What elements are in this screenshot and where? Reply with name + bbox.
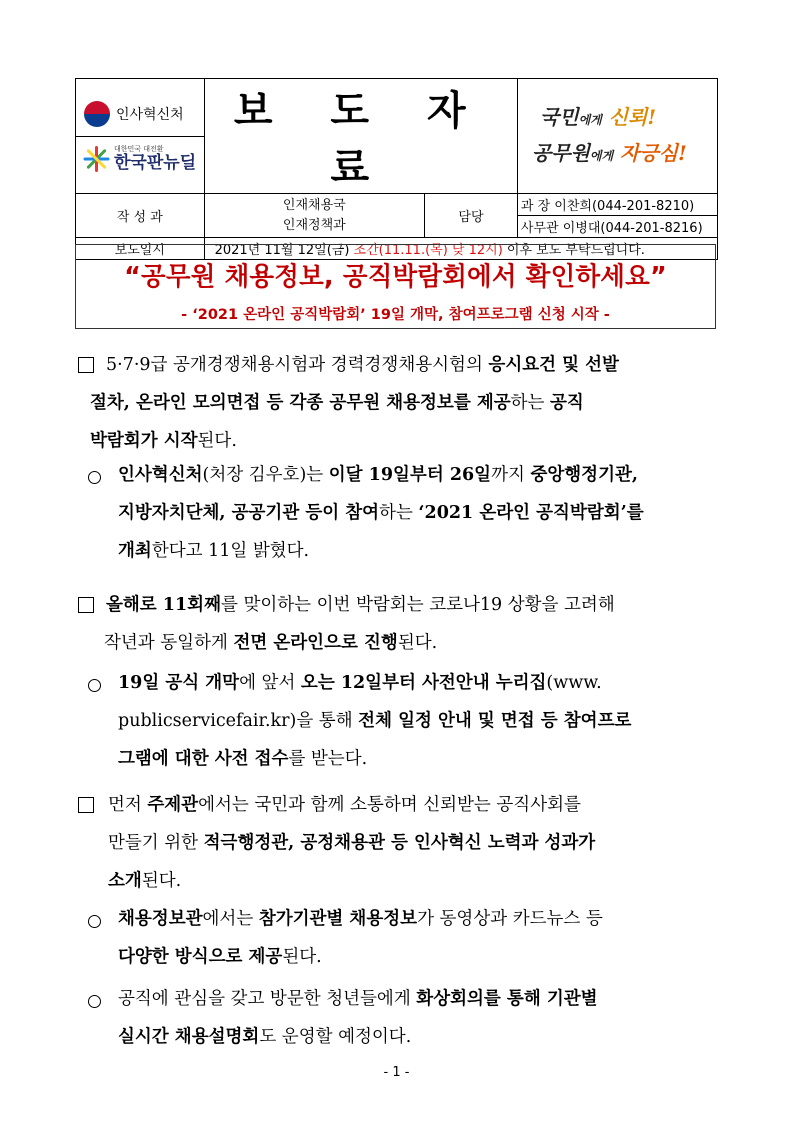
doc-type-title: 보 도 자 료	[204, 79, 517, 194]
circle-bullet-icon	[88, 904, 101, 942]
mpm-logo	[76, 91, 204, 136]
new-deal-logo	[76, 136, 204, 181]
circle-bullet-icon	[88, 668, 101, 706]
release-label: 보도일시	[76, 238, 205, 260]
org-name: 인사혁신처	[116, 106, 184, 123]
release-embargo: 조간(11.11.(목) 낮 12시)	[353, 243, 503, 258]
logo-cell	[76, 79, 205, 194]
slogan-cell	[517, 79, 717, 194]
slogan-line-2: 공무원에게 자긍심!	[531, 141, 687, 165]
headline-subtitle: - ‘2021 온라인 공직박람회’ 19일 개막, 참여프로그램 신청 시작 -	[181, 307, 610, 323]
new-deal-tagline: 대한민국 대전환	[114, 145, 164, 153]
checkbox-bullet-icon	[78, 349, 94, 387]
new-deal-title: 한국판뉴딜	[114, 153, 197, 173]
contact-1: 과 장 이찬희(044-201-8210)	[517, 194, 717, 216]
page-number: - 1 -	[383, 1065, 410, 1080]
headline-title: “공무원 채용정보, 공직박람회에서 확인하세요”	[124, 262, 667, 292]
contact-label: 담당	[425, 194, 518, 238]
slogan	[518, 91, 717, 181]
dept-2: 인재정책과	[282, 217, 346, 233]
taegeuk-icon	[84, 101, 110, 127]
slogan-line-1: 국민에게 신뢰!	[539, 105, 657, 129]
new-deal-icon	[84, 146, 108, 172]
press-release-header	[75, 78, 718, 260]
checkbox-bullet-icon	[78, 589, 94, 627]
dept-1: 인재채용국	[282, 197, 346, 213]
release-info: 2021년 11월 12일(금) 조간(11.11.(목) 낮 12시) 이후 보도 부탁드립니다.	[204, 238, 717, 260]
headline-box	[75, 244, 716, 329]
dept-names	[204, 194, 424, 238]
dept-label: 작 성 과	[76, 194, 205, 238]
circle-bullet-icon	[88, 460, 101, 498]
circle-bullet-icon	[88, 984, 101, 1022]
checkbox-bullet-icon	[78, 789, 94, 827]
contact-2: 사무관 이병대(044-201-8216)	[517, 216, 717, 238]
